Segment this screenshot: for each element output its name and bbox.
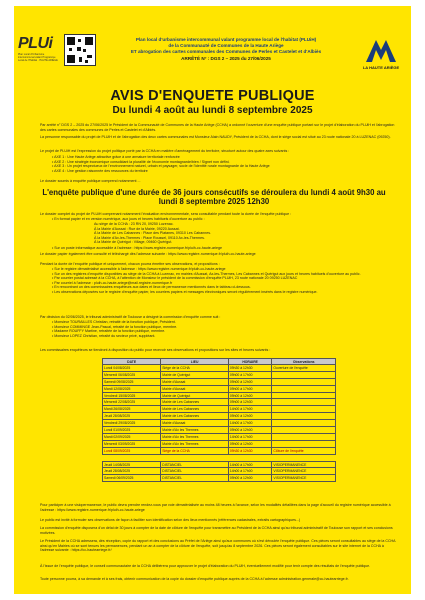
schedule-cell-date: Lundi 04/08/2025 — [103, 365, 161, 372]
schedule-row — [103, 427, 336, 434]
column-header-date: DATE — [103, 359, 161, 365]
schedule-cell-date: Jeudi 28/08/2025 — [103, 413, 161, 420]
after-paragraph-4: Le Président de la CCHA adressera, dès réception, copie du rapport et des conclusions au Préfet de l'Ariège ainsi qu'aux communes où s'est déroulée l'enquête publique. Ces pièces seront consultables au siège de la CCHA ainsi qu'en Mairies où se sont tenues les permanences, pendant un an à compter de la clôture de l'enquête, soit jusqu'au 8 septembre 2026. Ces pièces seront également consultables sur le site internet de la CCHA à l'adresse suivante : https://cc-hautearriege.fr/ — [40, 539, 396, 553]
schedule-cell-lieu: Mairie de Les Cabannes — [161, 399, 229, 406]
consult-intro: Le dossier complet du projet de PLUiH comprenant notamment l'évaluation environnementale, sera consultable pendant toute la durée de l'enquête publique : — [40, 212, 292, 216]
schedule-cell-obs — [272, 399, 336, 406]
schedule-cell-obs: Ouverture de l'enquête — [272, 365, 336, 372]
schedule-cell-date: Lundi 08/09/2025 — [103, 447, 161, 454]
schedule-cell-obs — [272, 371, 336, 378]
schedule-cell-horaire: 09h00 à 12h00 — [228, 440, 272, 447]
column-header-horaire: HORAIRE — [228, 359, 272, 365]
column-header-lieu: LIEU — [161, 359, 229, 365]
axes-list — [52, 155, 392, 173]
schedule-row — [103, 365, 336, 372]
commission-list — [52, 320, 392, 338]
intro-paragraph-3: Le projet de PLUiH est l'expression du projet politique porté par la CCHA en matière d'aménagement du territoire, structuré autour des quatre axes suivants : — [40, 149, 290, 153]
schedule-cell-date: Mardi 26/08/2025 — [103, 406, 161, 413]
schedule-cell-date: Jeudi 14/08/2025 — [103, 461, 161, 468]
schedule-cell-lieu: Mairie de Quérigut — [161, 371, 229, 378]
schedule-cell-date: Mardi 12/08/2025 — [103, 385, 161, 392]
consult-item: • Sur un poste informatique accessible à l'adresse : https://www.registre-numerique.fr/pluih-cc-haute-ariege — [52, 246, 392, 251]
schedule-cell-obs — [272, 406, 336, 413]
schedule-cell-horaire: 09h00 à 12h00 — [228, 475, 272, 482]
schedule-cell-date: Mardi 02/09/2025 — [103, 433, 161, 440]
schedule-row — [103, 420, 336, 427]
schedule-cell-obs — [272, 440, 336, 447]
location-item: Au siège de la CCHA : 23 RN 20, 09250 Luzenac. — [94, 222, 174, 226]
schedule-cell-obs: VISIOPERMANENCE — [272, 461, 336, 468]
registre-note: Le dossier papier également être consulté et téléchargé dès l'adresse suivante : https://www.registre-numerique.fr/pluih-cc-haute-ariege — [40, 252, 256, 256]
schedule-spacer — [103, 454, 336, 461]
notice-subtitle: Du lundi 4 août au lundi 8 septembre 2025 — [112, 105, 313, 116]
schedule-cell-horaire: 09h00 à 12h00 — [228, 392, 272, 399]
pluih-logo-text: PLUi — [18, 35, 53, 52]
intro-paragraph-1: Par arrêté n° DGS 2 – 2025 du 27/06/2025 le Président de la Communauté de Communes de la Haute Ariège (CCHA) a ordonné l'ouverture d'une enquête publique portant sur le projet d'élaboration du PLUiH et l'abrogation des cartes communales des communes de Perles et Castelet et d'Albiès. — [40, 123, 395, 132]
schedule-cell-obs — [272, 427, 336, 434]
pluih-logo — [18, 36, 58, 70]
schedule-cell-date: Samedi 06/09/2025 — [103, 475, 161, 482]
schedule-cell-date: Jeudi 28/08/2025 — [103, 468, 161, 475]
schedule-cell-obs — [272, 385, 336, 392]
axis-item: • AXE 1 : Une Haute Ariège attractive grâce à une armature territoriale renforcée — [52, 155, 392, 160]
schedule-cell-obs — [272, 420, 336, 427]
location-item: À la Mairie d'Ax-les-Thermes : Place Roussel, 09110 Ax-les-Thermes. — [94, 235, 205, 240]
schedule-cell-date: Vendredi 15/08/2025 — [103, 392, 161, 399]
location-item: À la Mairie de Les Cabannes : Place des Platanes, 09310 Les Cabannes. — [94, 231, 212, 236]
observation-item: • Sur un des registres d'enquête disponibles au siège de la CCHA à Luzenac, en mairies d'Aussat, Ax-les-Thermes, Les Cabannes et Quérigut aux jours et heures habituels d'ouverture au public. — [52, 272, 392, 277]
observation-item: • En rencontrant un des commissaires enquêteurs aux dates et lieux de permanence mentionnés dans le tableau ci-dessous. — [52, 285, 392, 290]
commission-member: • Monsieur LOPEZ Christian, retraité du secteur privé, suppléant. — [52, 334, 392, 339]
schedule-cell-obs — [272, 433, 336, 440]
observation-item: • Sur le registre dématérialisé accessible à l'adresse : https://www.registre-numerique.fr/pluih-cc-haute-ariege — [52, 267, 392, 272]
schedule-cell-lieu: Mairie d'Ax les Thermes — [161, 440, 229, 447]
header-line-1: Plan local d'urbanisme intercommunal valant programme local de l'habitat (PLUiH) — [135, 37, 317, 42]
axis-item: • AXE 2 : Une stratégie économique consolidant la pluralité de l'économie montagnarde/bien / Signet non défini. — [52, 160, 392, 165]
schedule-cell-horaire: 09h00 à 17h00 — [228, 371, 272, 378]
arrete-number: ARRÊTÉ N° : DGS 2 – 2025 du 27/06/2025 — [181, 55, 271, 61]
header-line-2: de la Communauté de Communes de la Haute Ariège — [168, 43, 284, 49]
schedule-cell-obs — [272, 392, 336, 399]
schedule-cell-obs — [272, 413, 336, 420]
commission-member: • Monsieur COMMINGE Jean-Pascal, retraité de la fonction publique, membre. — [52, 325, 392, 330]
schedule-row — [103, 475, 336, 482]
schedule-row — [103, 385, 336, 392]
schedule-row — [103, 399, 336, 406]
pluih-logo-subtext: Plan Local d'Urbanisme intercommunal valant Programme Local de l'Habitat · HAUTE ARIÈGE — [18, 53, 58, 62]
schedule-cell-lieu: Siège de la CCHA — [161, 365, 229, 372]
after-paragraph-1: Pour participer à une visiopermanence, le public devra prendre rendez-vous par voie dématérialisée au moins 48 heures à l'avance, selon les modalités détaillées dans la page d'accueil du registre numérique accessible à l'adresse : https://www.registre-numerique.fr/pluih-cc-haute-ariege — [40, 503, 391, 512]
location-item: À la Mairie d'Aussat : Rue de la Mairie, 09220 Aussat. — [94, 226, 180, 231]
observation-item: • Par courrier postal adressé à la CCHA, à l'attention de Monsieur le président de la commission d'enquête PLUiH, 23 route nationale 20 09250 LUZENAC — [52, 276, 392, 281]
schedule-cell-horaire: 09h00 à 12h30 — [228, 399, 272, 406]
schedule-cell-horaire: 09h00 à 12h00 — [228, 413, 272, 420]
schedule-cell-date: Samedi 09/08/2025 — [103, 378, 161, 385]
location-item: À la Mairie de Quérigut : Village, 09460 Quérigut. — [94, 240, 173, 245]
consult-list — [52, 217, 392, 222]
schedule-cell-horaire: 14h00 à 17h00 — [228, 433, 272, 440]
schedule-cell-obs: Clôture de l'enquête — [272, 447, 336, 454]
schedule-row — [103, 392, 336, 399]
schedule-cell-horaire: 14h00 à 17h00 — [228, 468, 272, 475]
schedule-cell-lieu: Mairie d'Aussat — [161, 420, 229, 427]
schedule-cell-horaire: 14h00 à 17h00 — [228, 420, 272, 427]
observation-item: • Par courriel à l'adresse : pluih-cc-haute-ariege@mail.registre-numerique.fr — [52, 281, 392, 286]
axis-item: • AXE 3 : Un projet respectueux de l'environnement naturel, urbain et paysager, socle de l'identité rurale montagnarde de la Haute Ariège — [52, 164, 392, 169]
schedule-row — [103, 371, 336, 378]
schedule-row — [103, 440, 336, 447]
schedule-cell-obs — [272, 378, 336, 385]
notice-header — [98, 37, 354, 62]
axis-item: • AXE 4 : Une gestion raisonnée des ressources du territoire — [52, 169, 392, 174]
schedule-cell-obs: VISIOPERMANENCE — [272, 468, 336, 475]
schedule-cell-date: Vendredi 29/08/2025 — [103, 420, 161, 427]
commission-intro: Par décision du 02/06/2025, le tribunal administratif de Toulouse a désigné la commission d'enquête comme suit : — [40, 315, 221, 319]
consult-item: • En format papier et en version numérique, aux jours et heures habituels d'ouverture au public : — [52, 217, 392, 222]
schedule-cell-lieu: DISTANCIEL — [161, 475, 229, 482]
enquete-highlight: L'enquête publique d'une durée de 36 jours consécutifs se déroulera du lundi 4 août 9h30 au lundi 8 septembre 2025 12h30 — [42, 188, 386, 207]
schedule-cell-lieu: DISTANCIEL — [161, 468, 229, 475]
schedule-cell-lieu: DISTANCIEL — [161, 461, 229, 468]
commission-member: • Monsieur TOURAILLES Christian, retraité de la fonction publique, Président. — [52, 320, 392, 325]
mountain-logo-icon — [364, 36, 398, 64]
schedule-row — [103, 406, 336, 413]
observations-intro: Pendant la durée de l'enquête publique et uniquement, chacun pourra émettre ses observations, et propositions : — [40, 262, 220, 266]
observation-item: • Les observations déposées sur le registre d'enquête papier, les courriers papiers et messages électroniques seront régulièrement insérés dans le registre numérique. — [52, 290, 392, 295]
header-line-3: ET abrogation des cartes communales des Communes de Perles et Castelet et d'Albiès — [130, 49, 322, 55]
schedule-cell-lieu: Mairie d'Ax les Thermes — [161, 433, 229, 440]
commission-member: • Madame ROUFFY Martine, retraitée de la fonction publique, membre. — [52, 329, 392, 334]
schedule-cell-lieu: Mairie d'Ax les Thermes — [161, 427, 229, 434]
schedule-cell-lieu: Mairie d'Aussat — [161, 385, 229, 392]
observations-list — [52, 267, 392, 295]
column-header-observations: Observations — [272, 359, 336, 365]
notice-poster — [14, 6, 411, 594]
schedule-cell-lieu: Mairie de Les Cabannes — [161, 406, 229, 413]
schedule-cell-date: Mercredi 03/09/2025 — [103, 440, 161, 447]
consult-list-2 — [52, 246, 392, 251]
schedule-cell-lieu: Mairie d'Aussat — [161, 378, 229, 385]
schedule-cell-horaire: 09h00 à 17h00 — [228, 385, 272, 392]
after-paragraph-3: La commission d'enquête disposera d'un délai de 30 jours à compter de la date de clôture de l'enquête pour transmettre au Président de la CCHA ainsi qu'au tribunal administratif de Toulouse son rapport et ses conclusions motivées. — [40, 526, 393, 535]
schedule-cell-date: Mercredi 22/08/2025 — [103, 399, 161, 406]
schedule-row — [103, 413, 336, 420]
schedule-row — [103, 461, 336, 468]
schedule-cell-horaire: 09h00 à 12h00 — [228, 378, 272, 385]
permanence-table — [102, 358, 336, 482]
locations-list — [94, 222, 374, 245]
schedule-cell-horaire: 14h00 à 17h00 — [228, 406, 272, 413]
haute-ariege-logo-caption: LA HAUTE ARIÈGE — [362, 65, 400, 70]
schedule-cell-horaire: 09h30 à 12h30 — [228, 365, 272, 372]
schedule-row — [103, 433, 336, 440]
schedule-cell-horaire: 09h00 à 12h00 — [228, 427, 272, 434]
schedule-intro: Les commissaires enquêteurs se tiendront à disposition du public pour recevoir ses observations et propositions sur les sites et heures suivants : — [40, 348, 271, 352]
haute-ariege-logo — [358, 36, 404, 76]
qr-code-icon — [64, 34, 96, 66]
schedule-cell-horaire: 14h00 à 17h00 — [228, 461, 272, 468]
schedule-row — [103, 468, 336, 475]
schedule-cell-date: Lundi 01/09/2025 — [103, 427, 161, 434]
notice-title: AVIS D'ENQUETE PUBLIQUE — [110, 88, 315, 104]
dossier-note: Le dossier soumis à enquête publique comprend notamment ... — [40, 179, 141, 183]
schedule-cell-obs: VISIOPERMANENCE — [272, 475, 336, 482]
schedule-cell-lieu: Mairie de Quérigut — [161, 392, 229, 399]
schedule-cell-lieu: Mairie de Les Cabannes — [161, 413, 229, 420]
schedule-cell-horaire: 09h30 à 12h30 — [228, 447, 272, 454]
after-paragraph-5: À l'issue de l'enquête publique, le conseil communautaire de la CCHA délibèrera pour approuver le projet d'élaboration du PLUiH, éventuellement modifié pour tenir compte des résultats de l'enquête publique. — [40, 564, 371, 568]
schedule-row — [103, 378, 336, 385]
schedule-row — [103, 447, 336, 454]
intro-paragraph-2: La personne responsable du projet de PLUiH et de l'abrogation des deux cartes communales est Monsieur Alain NAUDY, Président de la CCHA, dont le siège social est situé au 23 route nationale 20 à LUZENAC (09250). — [40, 135, 391, 139]
schedule-cell-lieu: Siège de la CCHA — [161, 447, 229, 454]
schedule-cell-date: Mercredi 06/08/2025 — [103, 371, 161, 378]
after-paragraph-6: Toute personne pourra, à sa demande et à ses frais, obtenir communication de la copie du dossier d'enquête publique auprès de la CCHA à l'adresse administration.generale@cc-hautearriege.fr. — [40, 577, 349, 581]
after-paragraph-2: Le public est invité à formuler ses observations de façon à faciliter son identification selon des lieux mentionnés (références cadastrales, extraits cartographiques...) — [40, 518, 301, 522]
